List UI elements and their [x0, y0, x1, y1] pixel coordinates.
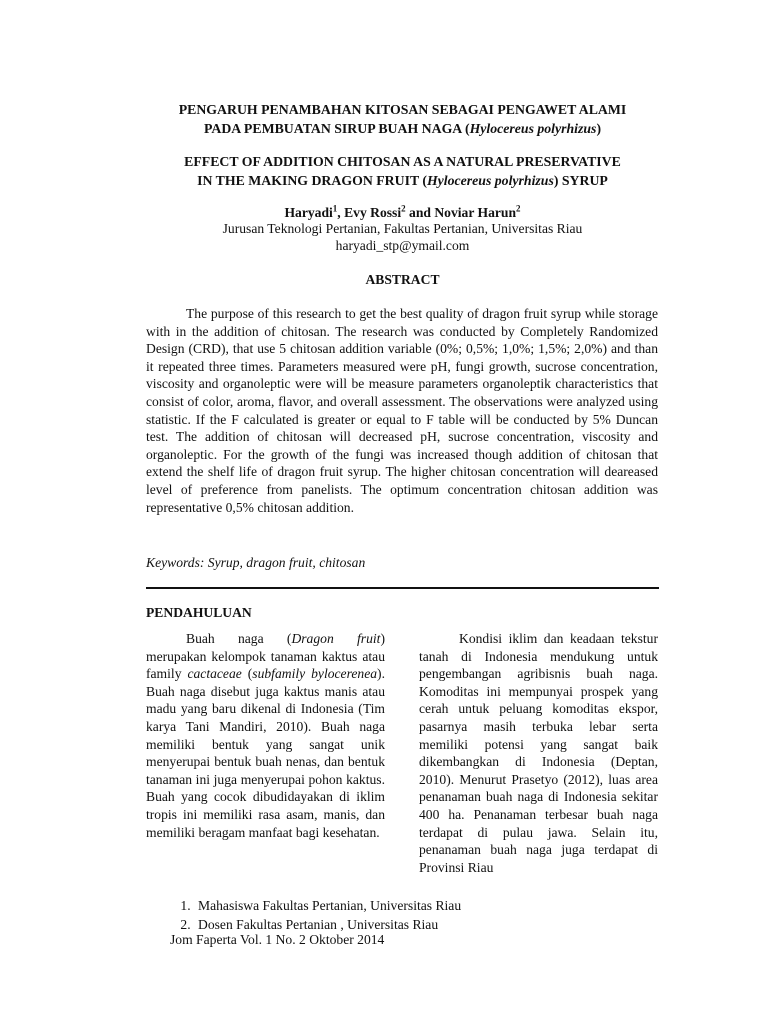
author-list [0, 205, 768, 221]
left-column [146, 630, 385, 841]
author-1: Haryadi [284, 205, 333, 220]
left-text-1: Buah naga ( [186, 631, 292, 646]
title-id-line1: PENGARUH PENAMBAHAN KITOSAN SEBAGAI PENGAWET ALAMI [178, 102, 627, 117]
abstract-text: The purpose of this research to get the best quality of dragon fruit syrup while storage with in the addition of chitosan. The research was conducted by Completely Randomized Design (CRD), that use 5 chitosan addition variable (0%; 0,5%; 1,0%; 1,5%; 2,0%) and than it repeated three times. Parameters measured were pH, fungi growth, sucrose concentration, viscosity and organoleptic were will be measure parameters organoleptik characteristics that consist of color, aroma, flavor, and overall assessment. The observations were analyzed using statistic. If the F calculated is greater or equal to F table will be conducted by 5% Duncan test. The addition of chitosan will decreased pH, sucrose concentration, viscosity and organoleptic. For the growth of the fungi was increased though addition of chitosan that extend the shelf life of dragon fruit syrup. The higher chitosan concentration will deareased level of preference from panelists. The optimum concentration chitosan addition was representative 0,5% chitosan addition. [146, 306, 658, 515]
left-italic-1: Dragon fruit [291, 631, 381, 646]
right-column-paragraph: Kondisi iklim dan keadaan tekstur tanah di Indonesia mendukung untuk pengembangan agribisnis buah naga. Komoditas ini mempunyai prospek yang cerah untuk peluang komoditas ekspor, pasarnya masih terbuka lebar serta memiliki potensi yang sangat baik dikembangkan di Indonesia (Deptan, 2010). Menurut Prasetyo (2012), luas area penanaman buah naga di Indonesia sekitar 400 ha. Penanaman terbesar buah naga terdapat di pulau jawa. Selain itu, penanaman buah naga juga terdapat di Provinsi Riau [419, 631, 658, 875]
footnote-item: 2. Dosen Fakultas Pertanian , Universitas Riau [194, 915, 461, 934]
abstract-body [146, 305, 658, 516]
left-column-paragraph [146, 630, 385, 841]
divider-rule [146, 587, 659, 589]
author-1-sup: 1 [332, 203, 338, 214]
email: haryadi_stp@ymail.com [335, 238, 470, 253]
left-text-2: ) merupakan kelompok tanaman kaktus atau family [146, 631, 385, 682]
abstract-heading: ABSTRACT [365, 272, 440, 287]
title-indonesian [0, 100, 768, 138]
journal-info: Jom Faperta Vol. 1 No. 2 Oktober 2014 [170, 932, 385, 947]
title-en-line2 [0, 171, 768, 190]
author-2-sup: 2 [401, 203, 406, 214]
title-en-line1: EFFECT OF ADDITION CHITOSAN AS A NATURAL PRESERVATIVE [184, 154, 621, 169]
footnotes [170, 896, 461, 934]
title-en-line2-post: ) SYRUP [553, 173, 608, 188]
right-column [419, 630, 658, 876]
section-heading: PENDAHULUAN [146, 605, 252, 620]
keywords: Keywords: Syrup, dragon fruit, chitosan [146, 555, 366, 570]
author-3: and Noviar Harun [405, 205, 517, 220]
affiliation: Jurusan Teknologi Pertanian, Fakultas Pertanian, Universitas Riau [222, 221, 583, 236]
title-en-line2-pre: IN THE MAKING DRAGON FRUIT ( [197, 173, 427, 188]
left-italic-2: cactaceae [187, 666, 242, 682]
left-italic-3: subfamily bylocerenea [252, 666, 378, 682]
author-2: , Evy Rossi [337, 205, 402, 220]
title-id-line2-post: ) [596, 121, 602, 136]
title-id-line2 [0, 119, 768, 138]
title-id-line2-pre: PADA PEMBUATAN SIRUP BUAH NAGA ( [203, 121, 470, 136]
author-3-sup: 2 [516, 203, 521, 214]
left-text-3: ( [241, 666, 253, 682]
footnote-list [170, 896, 461, 934]
left-text-4: ). Buah naga disebut juga kaktus manis atau madu yang baru dikenal di Indonesia (Tim karya Tani Mandiri, 2010). Buah naga memiliki bentuk yang sangat unik menyerupai bentuk buah nenas, dan bentuk tanaman ini juga menyerupai pohon kaktus. Buah yang cocok dibudidayakan di iklim tropis ini memiliki rasa asam, manis, dan memiliki beragam manfaat bagi kesehatan. [146, 666, 385, 840]
footnote-item: 1. Mahasiswa Fakultas Pertanian, Universitas Riau [194, 896, 461, 915]
title-id-species: Hylocereus polyrhizus [469, 121, 597, 136]
title-en-species: Hylocereus polyrhizus [426, 173, 554, 188]
title-english [0, 152, 768, 190]
